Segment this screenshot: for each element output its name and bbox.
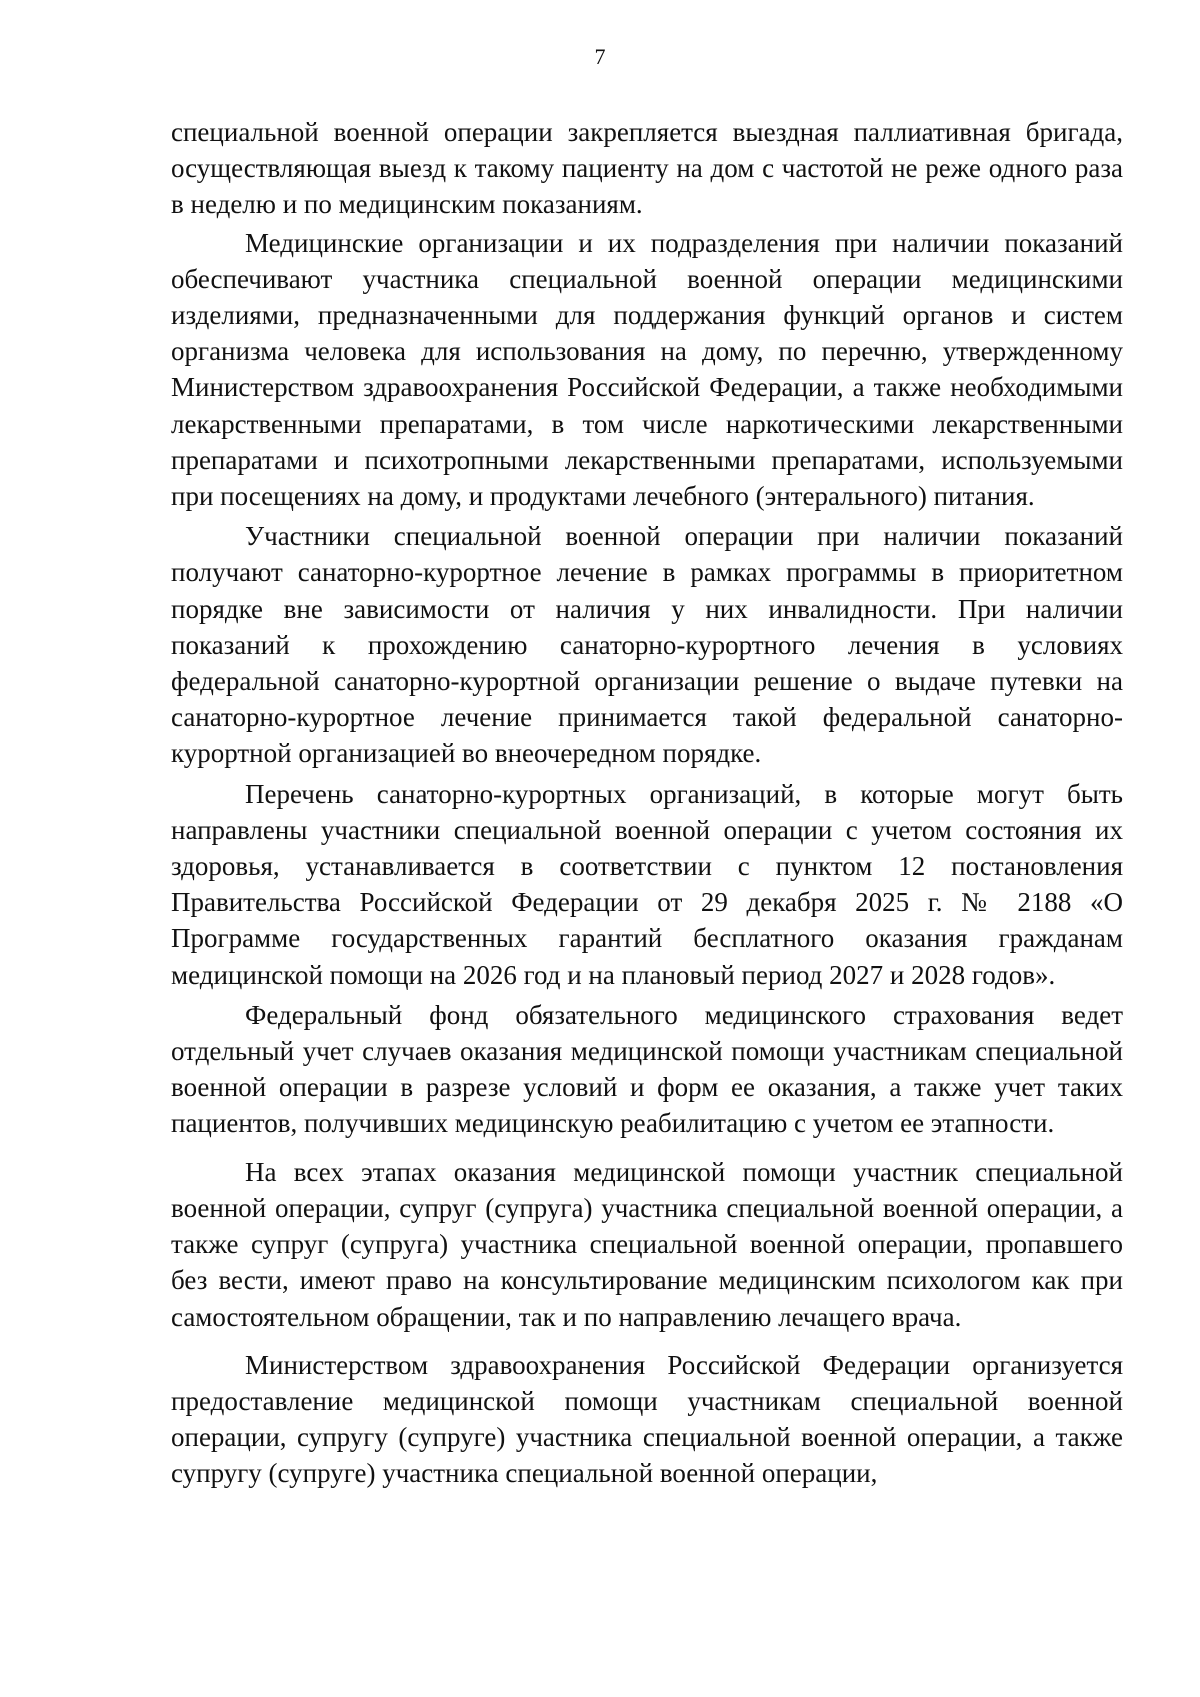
- paragraph-continuation: специальной военной операции закрепляется выездная паллиативная бригада, осуществляющая выезд к такому пациенту на дом с частотой не реже одного раза в неделю и по медицинским показаниям.: [171, 117, 1123, 220]
- paragraph-insurance-fund: Федеральный фонд обязательного медицинского страхования ведет отдельный учет случаев оказания медицинской помощи участникам специальной военной операции в разрезе условий и форм ее оказания, а также учет таких пациентов, получивших медицинскую реабилитацию с учетом ее этапности.: [171, 999, 1123, 1139]
- page-number: 7: [594, 44, 606, 69]
- paragraph-sanatorium-treatment: Участники специальной военной операции при наличии показаний получают санаторно-курортное лечение в рамках программы в приоритетном порядке вне зависимости от наличия у них инвалидности. При наличии показаний к прохождению санаторно-курортного лечения в условиях федеральной санаторно-курортной организации решение о выдаче путевки на санаторно-курортное лечение принимается такой федеральной санаторно-курортной организацией во внеочередном порядке.: [171, 521, 1123, 769]
- paragraph-sanatorium-list: Перечень санаторно-курортных организаций, в которые могут быть направлены участники специальной военной операции с учетом состояния их здоровья, устанавливается в соответствии с пунктом 12 постановления Правительства Российской Федерации от 29 декабря 2025 г. № 2188 «О Программе государственных гарантий бесплатного оказания гражданам медицинской помощи на 2026 год и на плановый период 2027 и 2028 годов».: [171, 778, 1123, 990]
- document-body: [171, 114, 1123, 1492]
- paragraph-ministry: Министерством здравоохранения Российской Федерации организуется предоставление медицинской помощи участникам специальной военной операции, супругу (супруге) участника специальной военной операции, а также супругу (супруге) участника специальной военной операции,: [171, 1349, 1123, 1489]
- paragraph-psychologist: На всех этапах оказания медицинской помощи участник специальной военной операции, супруг (супруга) участника специальной военной операции, а также супруг (супруга) участника специальной военной операции, пропавшего без вести, имеют право на консультирование медицинским психологом как при самостоятельном обращении, так и по направлению лечащего врача.: [171, 1156, 1123, 1332]
- paragraph-medical-devices: Медицинские организации и их подразделения при наличии показаний обеспечивают участника специальной военной операции медицинскими изделиями, предназначенными для поддержания функций органов и систем организма человека для использования на дому, по перечню, утвержденному Министерством здравоохранения Российской Федерации, а также необходимыми лекарственными препаратами, в том числе наркотическими лекарственными препаратами и психотропными лекарственными препаратами, используемыми при посещениях на дому, и продуктами лечебного (энтерального) питания.: [171, 227, 1123, 512]
